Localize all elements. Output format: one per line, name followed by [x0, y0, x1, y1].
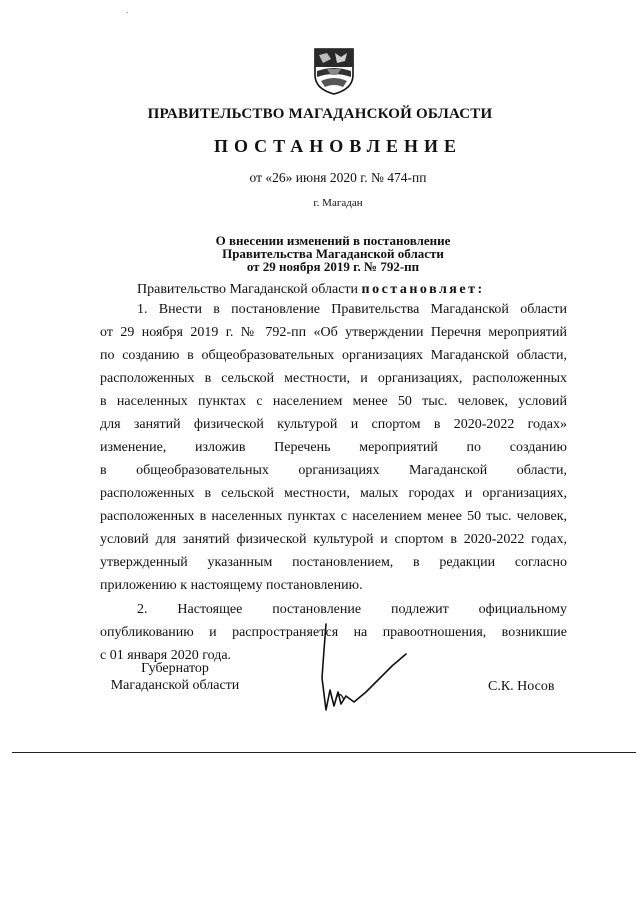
paragraph-line: с 01 января 2020 года. — [100, 648, 232, 663]
paragraph-line: 1. Внести в постановление Правительства Магаданской области — [137, 302, 567, 317]
subject-line: О внесении изменений в постановление — [215, 233, 451, 248]
signer-region: Магаданской области — [110, 678, 240, 693]
paragraph-line: расположенных в сельской местности, малых городах и организациях, — [100, 486, 567, 501]
coat-of-arms-icon — [313, 45, 355, 95]
document-subject — [0, 234, 640, 273]
organization-name: ПРАВИТЕЛЬСТВО МАГАДАНСКОЙ ОБЛАСТИ — [147, 106, 493, 122]
handwritten-signature-icon — [314, 620, 414, 720]
document-city: г. Магадан — [313, 197, 363, 209]
paragraph-line: расположенных в населенных пунктах с населением менее 50 тыс. человек, — [100, 509, 567, 524]
preamble-text: Правительство Магаданской области — [137, 282, 359, 297]
paragraph-line: изменение, изложив Перечень мероприятий по созданию — [100, 440, 567, 455]
paragraph-line: утвержденный указанным постановлением, в редакции согласно — [100, 555, 567, 570]
paragraph-line: от 29 ноября 2019 г. № 792-пп «Об утверждении Перечня мероприятий — [100, 325, 567, 340]
scan-speck — [127, 12, 128, 13]
preamble-keyword: постановляет: — [361, 282, 485, 297]
preamble — [100, 280, 567, 300]
paragraph-line: по созданию в общеобразовательных организациях Магаданской области, — [100, 348, 567, 363]
paragraph-line: в общеобразовательных организациях Магаданской области, — [100, 463, 567, 478]
paragraph-line: приложению к настоящему постановлению. — [100, 578, 363, 593]
paragraph-line: условий для занятий физической культурой и спортом в 2020-2022 годах, — [100, 532, 567, 547]
paragraph-line: в населенных пунктах с населением менее 50 тыс. человек, условий — [100, 394, 567, 409]
signer-name: С.К. Носов — [488, 679, 555, 694]
signer-title — [100, 660, 250, 694]
document-type: ПОСТАНОВЛЕНИЕ — [213, 136, 463, 156]
paragraph-line: расположенных в сельской местности, и организациях, расположенных — [100, 371, 567, 386]
paragraph-line: 2. Настоящее постановление подлежит официальному — [137, 602, 567, 617]
page-divider — [12, 752, 636, 753]
paragraph-line: опубликованию и распространяется на правоотношения, возникшие — [100, 625, 567, 640]
signer-position: Губернатор — [141, 661, 209, 676]
subject-line: Правительства Магаданской области — [222, 246, 444, 261]
paragraph-line: для занятий физической культурой и спортом в 2020-2022 годах» — [100, 417, 567, 432]
subject-line: от 29 ноября 2019 г. № 792-пп — [246, 259, 420, 274]
document-date-number: от «26» июня 2020 г. № 474-пп — [249, 170, 427, 185]
